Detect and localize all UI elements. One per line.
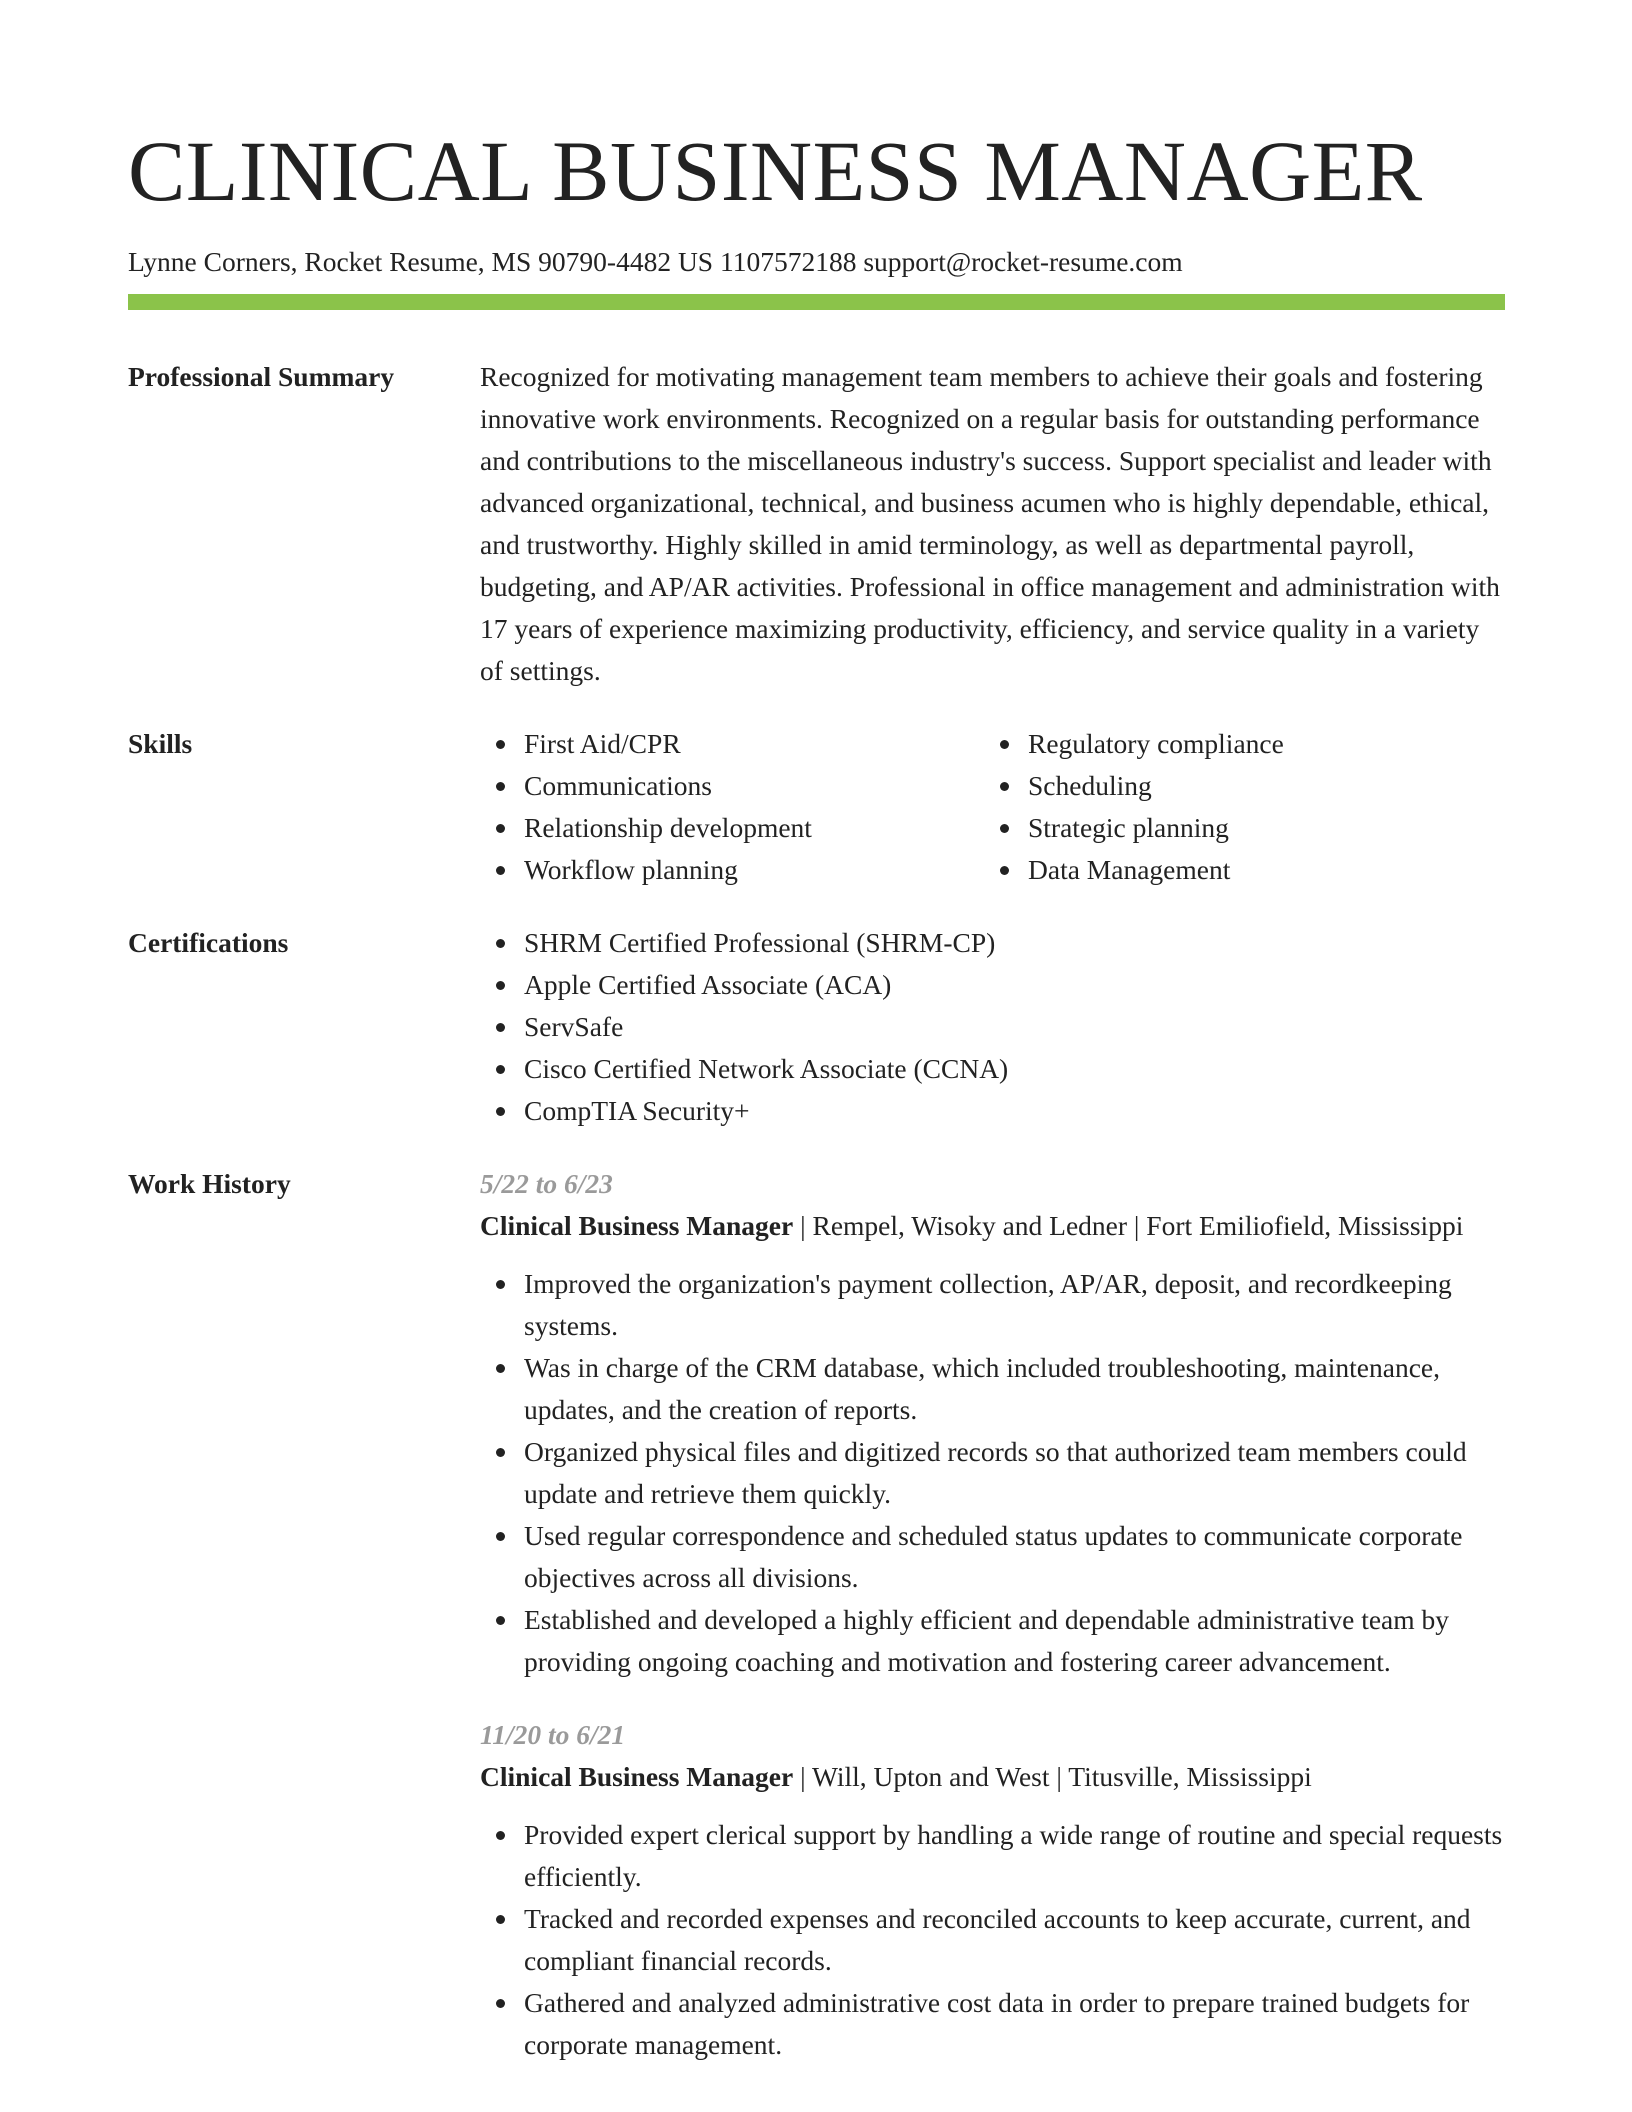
job-header xyxy=(480,1205,1505,1247)
certification-item: Cisco Certified Network Associate (CCNA) xyxy=(480,1048,1505,1090)
job-bullets xyxy=(480,1814,1505,2066)
job-header xyxy=(480,1756,1505,1798)
job-bullet: Organized physical files and digitized records so that authorized team members could update and retrieve them quickly. xyxy=(480,1431,1505,1515)
certifications-list xyxy=(480,922,1505,1132)
work-history-content xyxy=(480,1163,1505,2066)
skill-item: Data Management xyxy=(984,849,1488,891)
certifications-section xyxy=(128,922,1505,1132)
resume-page xyxy=(128,0,1505,2066)
skills-list-right xyxy=(984,723,1488,891)
certification-item: Apple Certified Associate (ACA) xyxy=(480,964,1505,1006)
skills-label: Skills xyxy=(128,728,193,759)
skill-item: Relationship development xyxy=(480,807,984,849)
job-title: Clinical Business Manager xyxy=(480,1210,794,1241)
job-details: | Will, Upton and West | Titusville, Mississippi xyxy=(793,1761,1312,1792)
resume-title: CLINICAL BUSINESS MANAGER xyxy=(128,123,1423,219)
certification-item: ServSafe xyxy=(480,1006,1505,1048)
summary-text: Recognized for motivating management team members to achieve their goals and fostering innovative work environments. Recognized on a regular basis for outstanding performance and contributions to the miscellaneous industry's success. Support specialist and leader with advanced organizational, technical, and business acumen who is highly dependable, ethical, and trustworthy. Highly skilled in amid terminology, as well as departmental payroll, budgeting, and AP/AR activities. Professional in office management and administration with 17 years of experience maximizing productivity, efficiency, and service quality in a variety of settings. xyxy=(480,361,1500,686)
job-details: | Rempel, Wisoky and Ledner | Fort Emiliofield, Mississippi xyxy=(793,1210,1464,1241)
certifications-label: Certifications xyxy=(128,927,289,958)
job-bullet: Was in charge of the CRM database, which included troubleshooting, maintenance, updates, and the creation of reports. xyxy=(480,1347,1505,1431)
skill-item: Workflow planning xyxy=(480,849,984,891)
summary-content xyxy=(480,356,1505,692)
summary-label: Professional Summary xyxy=(128,361,395,392)
job-bullet: Improved the organization's payment collection, AP/AR, deposit, and recordkeeping systems. xyxy=(480,1263,1505,1347)
skill-item: Strategic planning xyxy=(984,807,1488,849)
job-dates: 11/20 to 6/21 xyxy=(480,1719,626,1750)
skill-item: Communications xyxy=(480,765,984,807)
skill-item: Regulatory compliance xyxy=(984,723,1488,765)
job-bullet: Tracked and recorded expenses and reconciled accounts to keep accurate, current, and compliant financial records. xyxy=(480,1898,1505,1982)
certifications-content xyxy=(480,922,1505,1132)
job-dates: 5/22 to 6/23 xyxy=(480,1168,613,1199)
job-title: Clinical Business Manager xyxy=(480,1761,794,1792)
accent-rule xyxy=(128,294,1505,310)
work-history-label: Work History xyxy=(128,1168,291,1199)
job-entry xyxy=(480,1714,1505,2066)
job-bullet: Provided expert clerical support by handling a wide range of routine and special requests efficiently. xyxy=(480,1814,1505,1898)
job-bullets xyxy=(480,1263,1505,1683)
skills-section xyxy=(128,723,1505,891)
skill-item: First Aid/CPR xyxy=(480,723,984,765)
contact-line: Lynne Corners, Rocket Resume, MS 90790-4482 US 1107572188 support@rocket-resume.com xyxy=(128,246,1183,277)
skill-item: Scheduling xyxy=(984,765,1488,807)
certification-item: CompTIA Security+ xyxy=(480,1090,1505,1132)
job-bullet: Gathered and analyzed administrative cost data in order to prepare trained budgets for corporate management. xyxy=(480,1982,1505,2066)
job-bullet: Used regular correspondence and scheduled status updates to communicate corporate objectives across all divisions. xyxy=(480,1515,1505,1599)
job-bullet: Established and developed a highly efficient and dependable administrative team by providing ongoing coaching and motivation and fostering career advancement. xyxy=(480,1599,1505,1683)
job-entry xyxy=(480,1163,1505,1683)
skills-list-left xyxy=(480,723,984,891)
work-history-section xyxy=(128,1163,1505,2066)
certification-item: SHRM Certified Professional (SHRM-CP) xyxy=(480,922,1505,964)
skills-content xyxy=(480,723,1505,891)
summary-section xyxy=(128,356,1505,692)
